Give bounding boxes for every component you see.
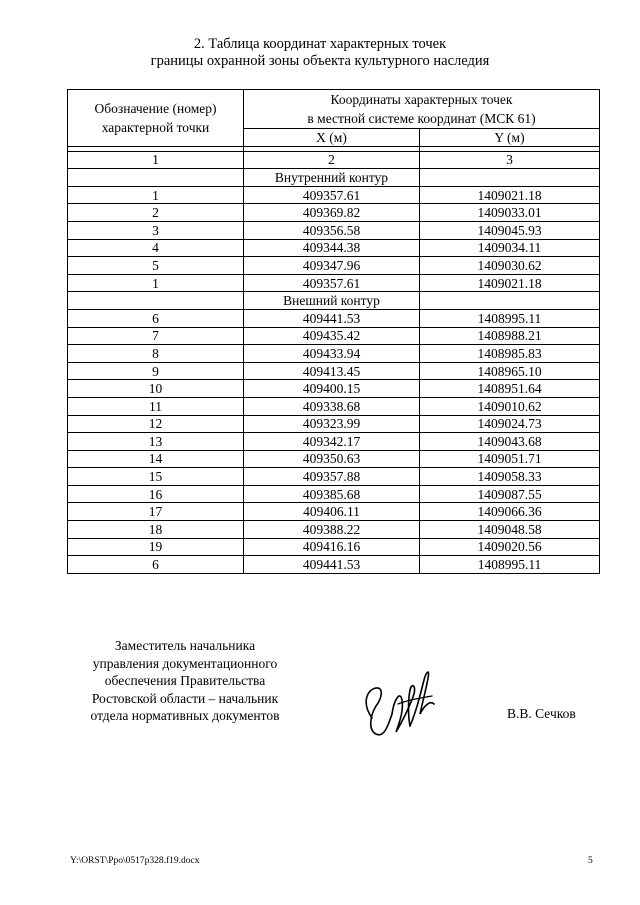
- table-row: [68, 450, 600, 468]
- x-coordinate-cell: 409441.53: [244, 556, 420, 574]
- x-coordinate-cell: 409441.53: [244, 309, 420, 327]
- x-coordinate-cell: 409385.68: [244, 485, 420, 503]
- position-line: Ростовской области – начальник: [91, 690, 279, 706]
- x-coordinate-cell: 409350.63: [244, 450, 420, 468]
- y-header: Y (м): [420, 129, 600, 147]
- title-line-1: 2. Таблица координат характерных точек: [193, 36, 447, 52]
- column-number-row: [68, 151, 600, 169]
- title-line-2: границы охранной зоны объекта культурного наследия: [150, 53, 490, 69]
- point-header-line-1: Обозначение (номер): [94, 100, 217, 116]
- x-coordinate-cell: 409323.99: [244, 415, 420, 433]
- x-coordinate-cell: 409416.16: [244, 538, 420, 556]
- table-row: [68, 468, 600, 486]
- position-line: обеспечения Правительства: [104, 673, 266, 689]
- point-number-cell: 6: [68, 556, 244, 574]
- x-coordinate-cell: 409435.42: [244, 327, 420, 345]
- table-row: [68, 257, 600, 275]
- point-number-cell: 19: [68, 538, 244, 556]
- inner-contour-label: Внутренний контур: [244, 169, 420, 187]
- table-row: [68, 380, 600, 398]
- point-header-line-2: характерной точки: [101, 119, 210, 135]
- position-line: отдела нормативных документов: [90, 708, 280, 724]
- outer-contour-section-row: [68, 292, 600, 310]
- table-row: [68, 327, 600, 345]
- x-coordinate-cell: 409357.61: [244, 186, 420, 204]
- y-coordinate-cell: 1409087.55: [420, 485, 600, 503]
- signatory-name: В.В. Сечков: [507, 706, 576, 721]
- point-number-cell: 16: [68, 485, 244, 503]
- point-number-cell: 17: [68, 503, 244, 521]
- y-coordinate-cell: 1409024.73: [420, 415, 600, 433]
- point-designation-header: [68, 90, 244, 147]
- x-coordinate-cell: 409342.17: [244, 433, 420, 451]
- y-coordinate-cell: 1409020.56: [420, 538, 600, 556]
- y-coordinate-cell: 1409048.58: [420, 521, 600, 539]
- x-coordinate-cell: 409413.45: [244, 362, 420, 380]
- table-row: [68, 186, 600, 204]
- coordinates-table: [67, 89, 600, 574]
- y-coordinate-cell: 1409051.71: [420, 450, 600, 468]
- outer-contour-label: Внешний контур: [244, 292, 420, 310]
- footer-file-path: Y:\ORST\Ppo\0517p328.f19.docx: [70, 856, 200, 866]
- y-coordinate-cell: 1409043.68: [420, 433, 600, 451]
- point-number-cell: 18: [68, 521, 244, 539]
- table-row: [68, 538, 600, 556]
- point-number-cell: 7: [68, 327, 244, 345]
- table-row: [68, 397, 600, 415]
- point-number-cell: 9: [68, 362, 244, 380]
- y-coordinate-cell: 1408985.83: [420, 345, 600, 363]
- table-row: [68, 556, 600, 574]
- table-row: [68, 309, 600, 327]
- position-line: управления документационного: [92, 655, 278, 671]
- point-number-cell: 6: [68, 309, 244, 327]
- signatory-position: [60, 637, 310, 725]
- handwritten-signature: [358, 660, 440, 742]
- point-number-cell: 1: [68, 274, 244, 292]
- y-coordinate-cell: 1409033.01: [420, 204, 600, 222]
- table-row: [68, 503, 600, 521]
- header-row: [68, 90, 600, 129]
- table-row: [68, 204, 600, 222]
- y-coordinate-cell: 1409010.62: [420, 397, 600, 415]
- point-number-cell: 8: [68, 345, 244, 363]
- point-number-cell: 4: [68, 239, 244, 257]
- point-number-cell: 5: [68, 257, 244, 275]
- coords-header-line-1: Координаты характерных точек: [330, 92, 513, 107]
- x-coordinate-cell: 409357.88: [244, 468, 420, 486]
- y-coordinate-cell: 1409021.18: [420, 186, 600, 204]
- table-row: [68, 433, 600, 451]
- x-coordinate-cell: 409357.61: [244, 274, 420, 292]
- x-header: X (м): [244, 129, 420, 147]
- column-number: 3: [420, 151, 600, 169]
- point-number-cell: 1: [68, 186, 244, 204]
- table-row: [68, 521, 600, 539]
- column-number: 2: [244, 151, 420, 169]
- y-coordinate-cell: 1408995.11: [420, 309, 600, 327]
- y-coordinate-cell: 1409045.93: [420, 221, 600, 239]
- point-number-cell: 13: [68, 433, 244, 451]
- y-coordinate-cell: 1409066.36: [420, 503, 600, 521]
- table-row: [68, 362, 600, 380]
- x-coordinate-cell: 409388.22: [244, 521, 420, 539]
- column-number: 1: [68, 151, 244, 169]
- position-line: Заместитель начальника: [114, 638, 256, 653]
- y-coordinate-cell: 1408951.64: [420, 380, 600, 398]
- table-row: [68, 274, 600, 292]
- x-coordinate-cell: 409433.94: [244, 345, 420, 363]
- x-coordinate-cell: 409347.96: [244, 257, 420, 275]
- point-number-cell: 10: [68, 380, 244, 398]
- point-number-cell: 12: [68, 415, 244, 433]
- coords-header-line-2: в местной системе координат (МСК 61): [307, 111, 536, 126]
- point-number-cell: 14: [68, 450, 244, 468]
- y-coordinate-cell: 1408995.11: [420, 556, 600, 574]
- x-coordinate-cell: 409338.68: [244, 397, 420, 415]
- y-coordinate-cell: 1409034.11: [420, 239, 600, 257]
- y-coordinate-cell: 1409021.18: [420, 274, 600, 292]
- table-row: [68, 221, 600, 239]
- y-coordinate-cell: 1408988.21: [420, 327, 600, 345]
- point-number-cell: 15: [68, 468, 244, 486]
- x-coordinate-cell: 409369.82: [244, 204, 420, 222]
- y-coordinate-cell: 1408965.10: [420, 362, 600, 380]
- y-coordinate-cell: 1409058.33: [420, 468, 600, 486]
- point-number-cell: 11: [68, 397, 244, 415]
- point-number-cell: 2: [68, 204, 244, 222]
- x-coordinate-cell: 409344.38: [244, 239, 420, 257]
- table-row: [68, 415, 600, 433]
- table-row: [68, 239, 600, 257]
- x-coordinate-cell: 409356.58: [244, 221, 420, 239]
- point-number-cell: 3: [68, 221, 244, 239]
- y-coordinate-cell: 1409030.62: [420, 257, 600, 275]
- page-number: 5: [588, 856, 593, 866]
- coordinates-header: [244, 90, 600, 129]
- inner-contour-section-row: [68, 169, 600, 187]
- x-coordinate-cell: 409400.15: [244, 380, 420, 398]
- x-coordinate-cell: 409406.11: [244, 503, 420, 521]
- table-row: [68, 345, 600, 363]
- document-title: [0, 36, 640, 70]
- table-row: [68, 485, 600, 503]
